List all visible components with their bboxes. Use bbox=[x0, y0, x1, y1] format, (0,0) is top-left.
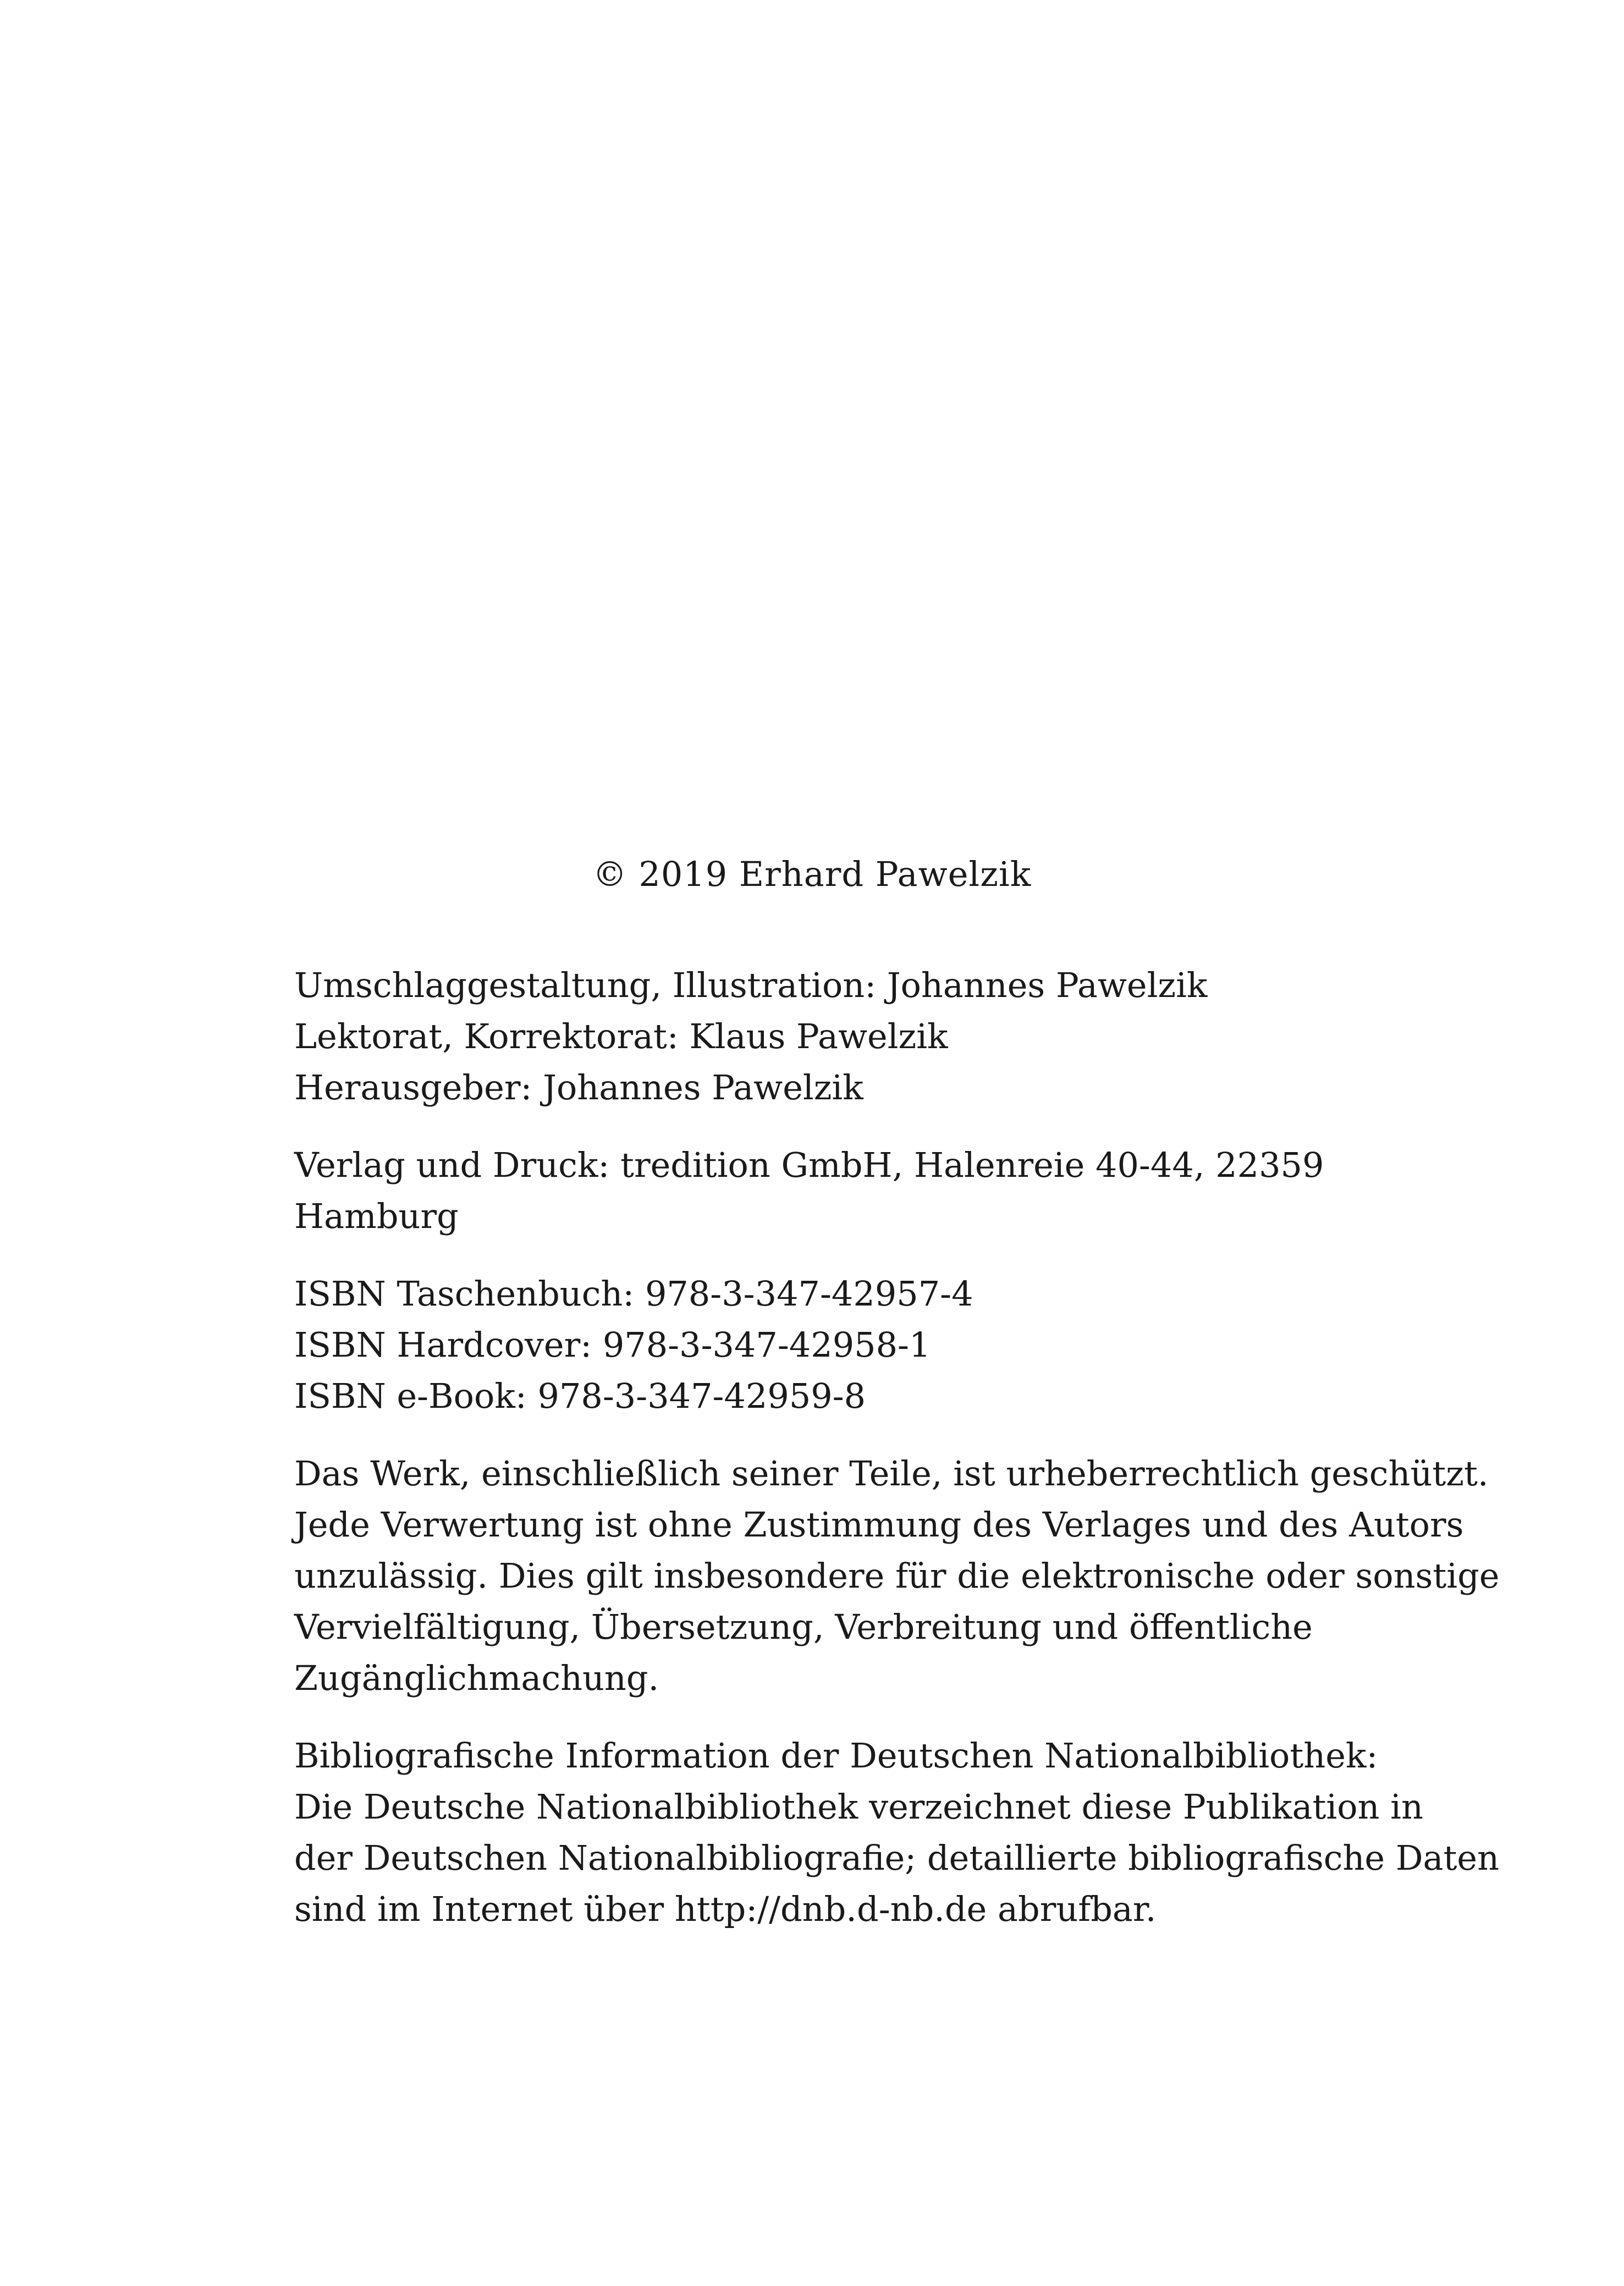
isbn-hardcover: ISBN Hardcover: 978-3-347-42958-1 bbox=[294, 1325, 931, 1365]
bibliography-line: Bibliografische Information der Deutschen Nationalbibliothek: bbox=[294, 1736, 1378, 1776]
rights-line: Zugänglichmachung. bbox=[294, 1658, 659, 1698]
copyright-notice: © 2019 Erhard Pawelzik bbox=[592, 854, 1032, 894]
rights-line: Jede Verwertung ist ohne Zustimmung des Verlages und des Autors bbox=[294, 1505, 1464, 1545]
isbn-ebook: ISBN e-Book: 978-3-347-42959-8 bbox=[294, 1376, 866, 1416]
credit-cover-illustration: Umschlaggestaltung, Illustration: Johannes Pawelzik bbox=[294, 965, 1208, 1005]
isbn-paperback: ISBN Taschenbuch: 978-3-347-42957-4 bbox=[294, 1274, 973, 1314]
publisher-city: Hamburg bbox=[294, 1196, 459, 1236]
imprint-text bbox=[294, 960, 1504, 1961]
credits-block bbox=[294, 960, 1504, 1113]
credit-editing: Lektorat, Korrektorat: Klaus Pawelzik bbox=[294, 1016, 948, 1056]
credit-editor: Herausgeber: Johannes Pawelzik bbox=[294, 1067, 863, 1108]
rights-line: unzulässig. Dies gilt insbesondere für die elektronische oder sonstige bbox=[294, 1556, 1500, 1596]
bibliography-line: sind im Internet über http://dnb.d-nb.de abrufbar. bbox=[294, 1889, 1157, 1929]
bibliography-line: Die Deutsche Nationalbibliothek verzeichnet diese Publikation in bbox=[294, 1787, 1423, 1827]
rights-block bbox=[294, 1448, 1504, 1704]
rights-line: Vervielfältigung, Übersetzung, Verbreitung und öffentliche bbox=[294, 1607, 1313, 1647]
bibliography-block bbox=[294, 1730, 1504, 1935]
isbn-block bbox=[294, 1268, 1504, 1422]
publisher-block bbox=[294, 1139, 1504, 1242]
bibliography-line: der Deutschen Nationalbibliografie; detaillierte bibliografische Daten bbox=[294, 1838, 1500, 1878]
publisher-line: Verlag und Druck: tredition GmbH, Halenreie 40-44, 22359 bbox=[294, 1145, 1324, 1185]
rights-line: Das Werk, einschließlich seiner Teile, ist urheberrechtlich geschützt. bbox=[294, 1453, 1489, 1494]
